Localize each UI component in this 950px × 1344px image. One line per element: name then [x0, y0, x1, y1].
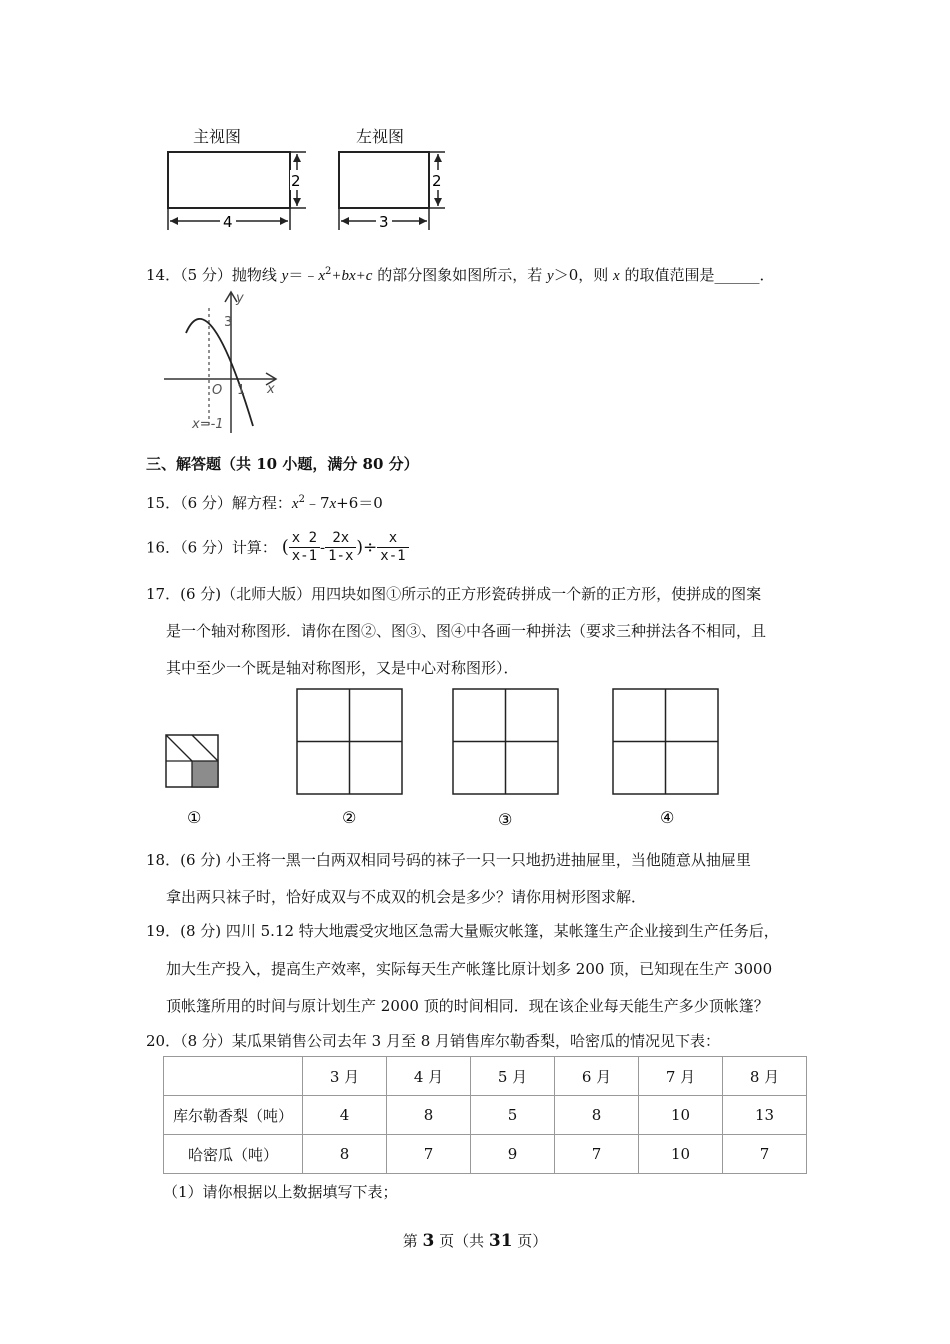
question-17-line-2: 是一个轴对称图形．请你在图②、图③、图④中各画一种拼法（要求三种拼法各不相同，且: [166, 622, 767, 640]
question-20-sub-1: （1）请你根据以上数据填写下表；: [163, 1183, 398, 1201]
table-cell: 3 月: [303, 1057, 387, 1096]
question-18-line-2: 拿出两只袜子时，恰好成双与不成双的机会是多少？请你用树形图求解．: [166, 888, 647, 906]
tile-figure-2: [297, 689, 402, 794]
table-row: [164, 1096, 807, 1135]
table-cell: 6 月: [555, 1057, 639, 1096]
table-cell: 8: [303, 1135, 387, 1174]
shaded-square: [192, 761, 218, 787]
table-header-row: [164, 1057, 807, 1096]
table-cell: 8: [387, 1096, 471, 1135]
table-cell: 7 月: [639, 1057, 723, 1096]
tile-figure-4: [613, 689, 718, 794]
left-height-label: 2: [432, 172, 442, 190]
left-width-label: 3: [379, 213, 389, 231]
table-cell: 10: [639, 1096, 723, 1135]
table-cell: 8 月: [723, 1057, 807, 1096]
table-cell: 7: [555, 1135, 639, 1174]
table-cell: 库尔勒香梨（吨）: [164, 1096, 303, 1135]
three-view-drawing: [160, 120, 460, 235]
table-cell: [164, 1057, 303, 1096]
graph-x-label: x: [267, 382, 275, 397]
fraction-1: $\frac{x 2}{x-1}$: [289, 530, 320, 565]
three-view-figure: [160, 120, 460, 235]
question-19-line-1: 19．(8 分) 四川 5.12 特大地震受灾地区急需大量赈灾帐篷，某帐篷生产企业接到生产任务后，: [146, 922, 779, 940]
left-view-title: 左视图: [356, 127, 405, 146]
graph-y-label: y: [236, 291, 244, 306]
tile-label-2: ②: [342, 808, 357, 827]
fraction-3: $\frac{x}{x-1}$: [377, 530, 408, 565]
table-cell: 9: [471, 1135, 555, 1174]
question-15: 15．（6 分）解方程：$x^2﹣7x+6=0$: [146, 494, 383, 512]
front-view-title: 主视图: [193, 127, 242, 146]
front-height-label: 2: [291, 172, 301, 190]
graph-origin: O: [212, 383, 223, 398]
question-19-line-3: 顶帐篷所用的时间与原计划生产 2000 顶的时间相同．现在该企业每天能生产多少顶帐篷？: [166, 997, 769, 1015]
tile-label-3: ③: [498, 810, 513, 829]
tile-figure-3: [453, 689, 558, 794]
page-footer: 第 3 页（共 31 页）: [402, 1231, 548, 1251]
question-17-line-1: 17．(6 分)（北师大版）用四块如图①所示的正方形瓷砖拼成一个新的正方形，使拼成的图案: [146, 585, 762, 603]
tile-figure-1: [166, 735, 218, 787]
sales-table: [163, 1056, 807, 1174]
table-cell: 5: [471, 1096, 555, 1135]
table-cell: 哈密瓜（吨）: [164, 1135, 303, 1174]
question-19-line-2: 加大生产投入，提高生产效率，实际每天生产帐篷比原计划多 200 顶，已知现在生产 3000: [166, 960, 773, 978]
table-cell: 5 月: [471, 1057, 555, 1096]
graph-tick-3: 3: [224, 315, 233, 330]
page-number: 3: [422, 1231, 435, 1251]
question-20-line-1: 20．（8 分）某瓜果销售公司去年 3 月至 8 月销售库尔勒香梨，哈密瓜的情况见下表：: [146, 1032, 721, 1050]
question-18-line-1: 18．(6 分) 小王将一黑一白两双相同号码的袜子一只一只地扔进抽屉里，当他随意从抽屉里: [146, 851, 751, 869]
table-cell: 10: [639, 1135, 723, 1174]
fraction-2: $\frac{2x}{1-x}$: [325, 530, 356, 565]
question-16: 16．（6 分）计算： ( $\frac{x 2}{x-1}$ - $\frac{2x}{1-x}$ )÷ $\frac{x}{x-1}$: [146, 530, 409, 565]
table-cell: 4: [303, 1096, 387, 1135]
tile-label-4: ④: [660, 808, 675, 827]
table-cell: 8: [555, 1096, 639, 1135]
table-cell: 7: [723, 1135, 807, 1174]
graph-tick-1: 1: [237, 383, 246, 398]
graph-axis-line-label: x=-1: [192, 417, 224, 432]
section-3-title: 三、解答题（共 10 小题，满分 80 分）: [146, 455, 419, 473]
tile-figures: [160, 685, 740, 830]
parabola-curve: [186, 319, 253, 426]
table-cell: 13: [723, 1096, 807, 1135]
front-view-rect: [168, 152, 290, 208]
front-width-label: 4: [223, 213, 233, 231]
total-pages: 31: [488, 1231, 513, 1251]
table-cell: 4 月: [387, 1057, 471, 1096]
question-14: 14．（5 分）抛物线 $y=﹣x^2+bx+c$ 的部分图象如图所示，若 y＞0，则 x 的取值范围是______．: [146, 266, 775, 284]
parabola-graph: [160, 288, 290, 433]
tile-label-1: ①: [187, 808, 202, 827]
table-cell: 7: [387, 1135, 471, 1174]
left-view-rect: [339, 152, 429, 208]
question-17-line-3: 其中至少一个既是轴对称图形，又是中心对称图形）．: [166, 659, 519, 677]
table-row: [164, 1135, 807, 1174]
